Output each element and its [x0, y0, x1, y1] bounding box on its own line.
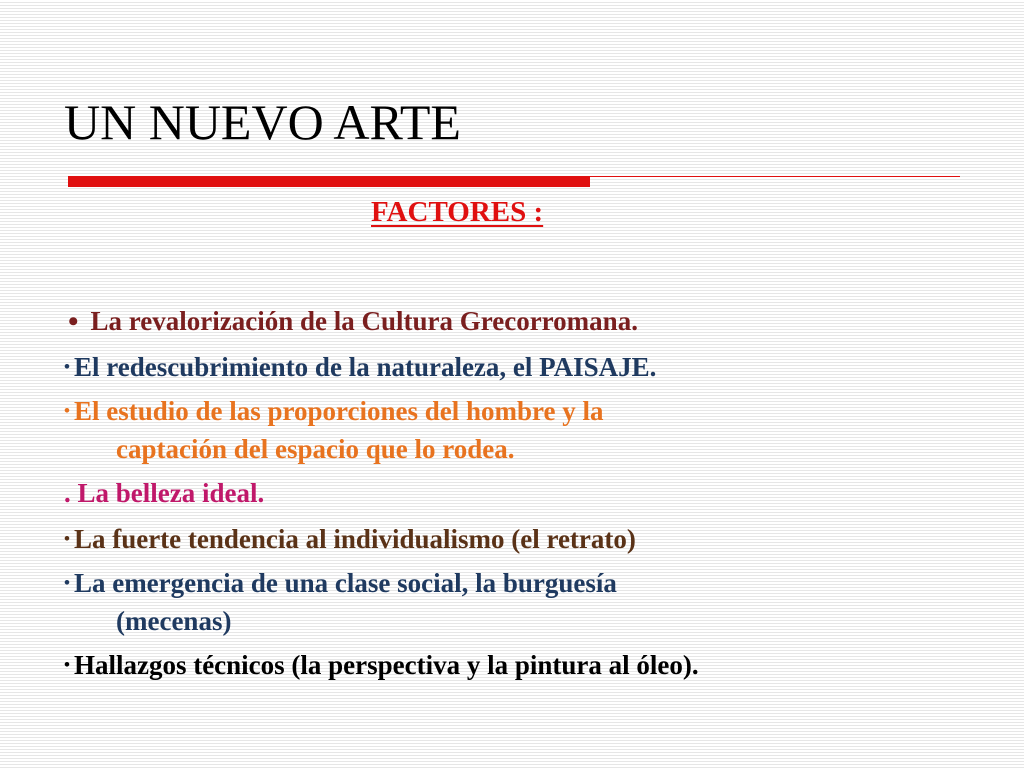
list-item-text: El redescubrimiento de la naturaleza, el PAISAJE.	[73, 352, 657, 382]
list-item-text: Hallazgos técnicos (la perspectiva y la pintura al óleo).	[73, 650, 699, 680]
list-item-revalorizacion	[64, 302, 964, 341]
slide-title: UN NUEVO ARTE	[64, 94, 461, 150]
title-rule-thin	[590, 176, 960, 177]
list-item-text: La emergencia de una clase social, la burguesía	[73, 568, 617, 598]
list-item-redescubrimiento	[64, 348, 964, 386]
bullet-icon: •	[64, 401, 70, 420]
list-item-text-continued: captación del espacio que lo rodea.	[116, 434, 515, 464]
bullet-dot: .	[64, 478, 71, 508]
bullet-icon: •	[64, 573, 70, 592]
title-rule-thick	[68, 176, 590, 187]
list-item-burguesia	[64, 564, 964, 640]
list-item-proporciones	[64, 392, 964, 468]
list-item-text: El estudio de las proporciones del hombre y la	[73, 396, 604, 426]
bullet-icon: •	[68, 305, 79, 338]
bullet-icon: •	[64, 529, 70, 548]
list-item-belleza	[64, 474, 964, 512]
list-item-text: La revalorización de la Cultura Grecorromana.	[90, 306, 638, 336]
list-item-individualismo	[64, 520, 964, 558]
bullet-icon: •	[64, 357, 70, 376]
list-item-text-continued: (mecenas)	[116, 606, 232, 636]
list-item-hallazgos	[64, 646, 964, 684]
slide-subtitle: FACTORES :	[371, 196, 544, 228]
list-item-text: La belleza ideal.	[77, 478, 265, 508]
bullet-icon: •	[64, 655, 70, 674]
list-item-text: La fuerte tendencia al individualismo (el retrato)	[73, 524, 636, 554]
